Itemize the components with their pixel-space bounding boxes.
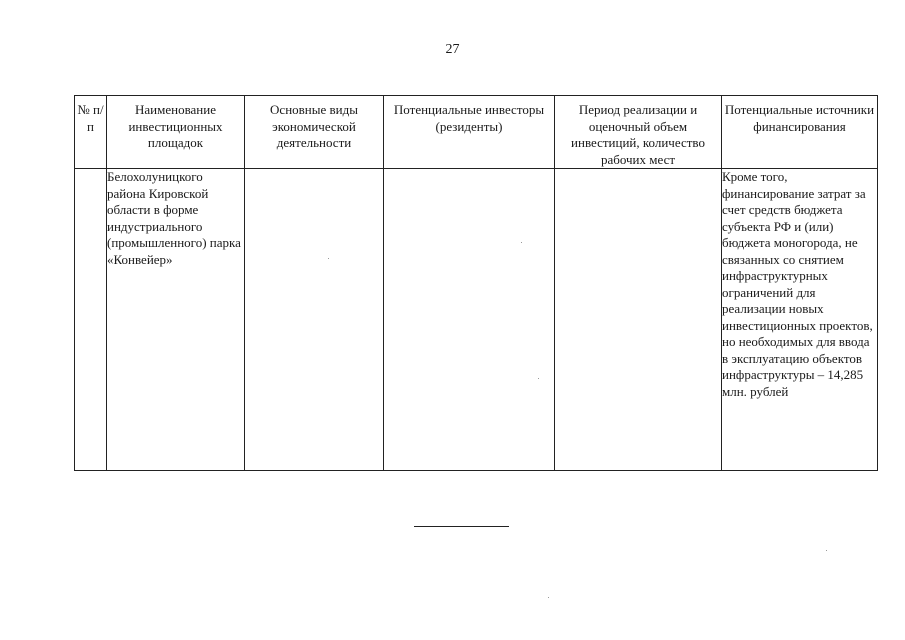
- table-header-row: [75, 96, 878, 169]
- header-financing: Потенциальные источники финансирования: [722, 96, 878, 169]
- scan-speck: [521, 242, 522, 243]
- header-investors: Потенциальные инвесторы (резиденты): [384, 96, 555, 169]
- end-separator-line: [414, 526, 509, 527]
- investment-sites-table: [74, 95, 878, 471]
- header-num: № п/п: [75, 96, 107, 169]
- scan-speck: [826, 550, 827, 551]
- header-period: Период реализации и оценочный объем инвестиций, количество рабочих мест: [555, 96, 722, 169]
- page-number: 27: [445, 42, 460, 57]
- cell-activities: [245, 169, 384, 471]
- header-site-name: Наименование инвестиционных площадок: [107, 96, 245, 169]
- cell-num: [75, 169, 107, 471]
- scan-speck: [548, 597, 549, 598]
- cell-investors: [384, 169, 555, 471]
- header-activities: Основные виды экономической деятельности: [245, 96, 384, 169]
- cell-financing: Кроме того, финансирование затрат за счет средств бюджета субъекта РФ и (или) бюджета моногорода, не связанных со снятием инфраструктурных ограничений для реализации новых инвестиционных проектов, но необходимых для ввода в эксплуатацию объектов инфраструктуры – 14,285 млн. рублей: [722, 169, 878, 471]
- cell-site-name: Белохолуницкого района Кировской области в форме индустриального (промышленного) парка «Конвейер»: [107, 169, 245, 471]
- table-row: [75, 169, 878, 471]
- scan-speck: [328, 258, 329, 259]
- cell-period: [555, 169, 722, 471]
- scan-speck: [538, 378, 539, 379]
